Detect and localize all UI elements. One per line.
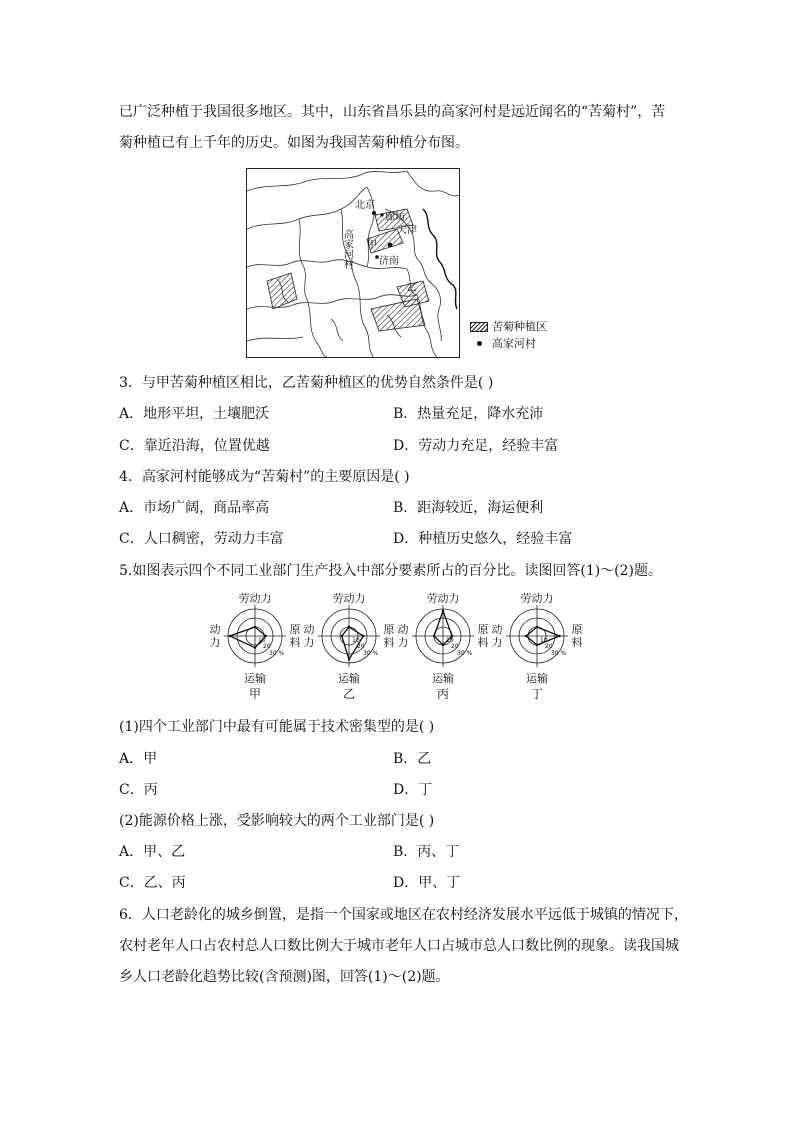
langfang-dot (380, 213, 383, 216)
intro-line-1: 已广泛种植于我国很多地区。其中，山东省昌乐县的高家河村是远近闻名的“苦菊村”，苦 (119, 104, 666, 120)
radar-point (362, 635, 364, 637)
village-dot-icon (477, 341, 482, 346)
coastline (423, 209, 457, 309)
radar-point (525, 635, 527, 637)
axis-label-raw-2: 料 (477, 636, 488, 649)
legend-village: 高家河村 (492, 337, 536, 350)
label-langfang: 廊坊 (385, 212, 405, 223)
radar-point (558, 635, 560, 637)
axis-label-transport: 运输 (244, 672, 266, 685)
q5-sub1-option-b[interactable]: B．乙 (393, 751, 432, 767)
axis-label-power-2: 力 (492, 636, 503, 649)
q3-option-b[interactable]: B．热量充足，降水充沛 (393, 406, 544, 422)
axis-label-raw-2: 料 (571, 636, 582, 649)
chart-name-丙: 丙 (436, 687, 450, 701)
radar-chart-yi (304, 592, 394, 702)
q5-sub1-option-c[interactable]: C．丙 (119, 782, 158, 798)
axis-label-labor: 劳动力 (238, 592, 272, 605)
radar-svg-yi (304, 592, 394, 702)
radar-point (433, 635, 435, 637)
q5-stem: 5.如图表示四个不同工业部门生产投入中部分要素所占的百分比。读图回答(1)～(2)题。 (119, 563, 663, 579)
scale-label-20: 20 (263, 643, 271, 650)
q6-line-2: 农村老年人口占农村总人口数比例大于城市老年人口占城市总人口数比例的现象。读我国城 (119, 938, 679, 954)
axis-label-raw-2: 料 (289, 636, 300, 649)
label-yi: 乙 (407, 283, 417, 294)
axis-label-power-1: 动 (398, 623, 409, 636)
radar-svg-ding (492, 592, 582, 702)
radar-svg-bing (398, 592, 488, 702)
scale-label-10: 10 (352, 637, 360, 644)
q5-sub1-stem: (1)四个工业部门中最有可能属于技术密集型的是( ) (119, 719, 435, 735)
radar-svg-jia (210, 592, 300, 702)
chart-name-丁: 丁 (530, 687, 544, 701)
label-tianjin: 天津 (397, 225, 417, 236)
axis-label-raw-1: 原 (383, 623, 394, 636)
axis-label-power-1: 动 (492, 623, 503, 636)
radar-chart-bing (398, 592, 488, 702)
q5-sub2-option-c[interactable]: C．乙、丙 (119, 875, 186, 891)
label-beijing: 北京 (355, 200, 375, 211)
q3-option-c[interactable]: C．靠近沿海，位置优越 (119, 438, 270, 454)
radar-point (229, 635, 231, 637)
q3-option-a[interactable]: A．地形平坦，土壤肥沃 (119, 406, 270, 422)
q5-sub1-option-a[interactable]: A．甲 (119, 751, 158, 767)
intro-line-2: 菊种植已有上千年的历史。如图为我国苦菊种植分布图。 (119, 135, 469, 151)
q5-sub2-option-d[interactable]: D．甲、丁 (393, 875, 461, 891)
radar-point (254, 647, 256, 649)
axis-label-raw-2: 料 (383, 636, 394, 649)
axis-label-power-1: 动 (210, 623, 221, 636)
planting-area-southeast (371, 299, 425, 331)
radar-point (536, 644, 538, 646)
axis-label-transport: 运输 (432, 672, 454, 685)
radar-point (442, 644, 444, 646)
axis-label-labor: 劳动力 (332, 592, 366, 605)
province-borders (247, 171, 459, 357)
axis-label-power-2: 力 (398, 636, 409, 649)
radar-point (348, 626, 350, 628)
gaojiahe-village-dot (388, 243, 393, 248)
label-jia: 甲 (367, 240, 377, 251)
scale-label-30: 30 % (363, 650, 379, 657)
radar-point (341, 635, 343, 637)
q5-sub2-option-b[interactable]: B．丙、丁 (393, 844, 460, 860)
axis-label-power-2: 力 (304, 636, 315, 649)
map-legend (470, 318, 547, 352)
q4-option-a[interactable]: A．市场广阔，商品率高 (119, 500, 270, 516)
q6-line-1: 6．人口老龄化的城乡倒置，是指一个国家或地区在农村经济发展水平远低于城镇的情况下， (119, 907, 688, 923)
radar-point (442, 610, 444, 612)
radar-point (536, 626, 538, 628)
scale-label-20: 20 (451, 643, 459, 650)
q6-line-3: 乡人口老龄化趋势比较(含预测)图，回答(1)～(2)题。 (119, 969, 450, 985)
q3-stem: 3．与甲苦菊种植区相比，乙苦菊种植区的优势自然条件是( ) (119, 375, 494, 391)
q5-sub2-option-a[interactable]: A．甲、乙 (119, 844, 186, 860)
chart-name-乙: 乙 (342, 687, 356, 701)
axis-label-raw-1: 原 (289, 623, 300, 636)
label-jinan: 济南 (379, 256, 399, 267)
q5-sub2-stem: (2)能源价格上涨，受影响较大的两个工业部门是( ) (119, 813, 435, 829)
kuju-distribution-map (246, 168, 460, 358)
legend-planting-area: 苦菊种植区 (492, 320, 547, 333)
axis-label-power-2: 力 (210, 636, 221, 649)
scale-label-30: 30 % (551, 650, 567, 657)
beijing-dot (372, 211, 376, 215)
scale-label-10: 10 (540, 637, 548, 644)
axis-label-raw-1: 原 (477, 623, 488, 636)
axis-label-power-1: 动 (304, 623, 315, 636)
radar-chart-ding (492, 592, 582, 702)
scale-label-20: 20 (357, 643, 365, 650)
planting-area-southwest (267, 273, 297, 309)
scale-label-10: 10 (446, 637, 454, 644)
q4-stem: 4．高家河村能够成为“苦菊村”的主要原因是( ) (119, 469, 410, 485)
radar-point (348, 658, 350, 660)
axis-label-labor: 劳动力 (426, 592, 460, 605)
radar-point (254, 626, 256, 628)
scale-label-30: 30 % (457, 650, 473, 657)
map-svg (247, 169, 459, 357)
q5-sub1-option-d[interactable]: D．丁 (393, 782, 433, 798)
q4-option-c[interactable]: C．人口稠密，劳动力丰富 (119, 531, 284, 547)
scale-label-20: 20 (545, 643, 553, 650)
q4-option-d[interactable]: D．种植历史悠久，经验丰富 (393, 531, 573, 547)
label-gaojiahe-vertical: 高家河村 (341, 229, 353, 269)
axis-label-transport: 运输 (338, 672, 360, 685)
scale-label-30: 30 % (269, 650, 285, 657)
q4-option-b[interactable]: B．距海较近，海运便利 (393, 500, 544, 516)
chart-name-甲: 甲 (248, 687, 262, 701)
radar-chart-jia (210, 592, 300, 702)
axis-label-raw-1: 原 (571, 623, 582, 636)
axis-label-transport: 运输 (526, 672, 548, 685)
axis-label-labor: 劳动力 (520, 592, 554, 605)
q3-option-d[interactable]: D．劳动力充足，经验丰富 (393, 438, 559, 454)
scale-label-10: 10 (258, 637, 266, 644)
hatch-swatch (470, 322, 488, 332)
